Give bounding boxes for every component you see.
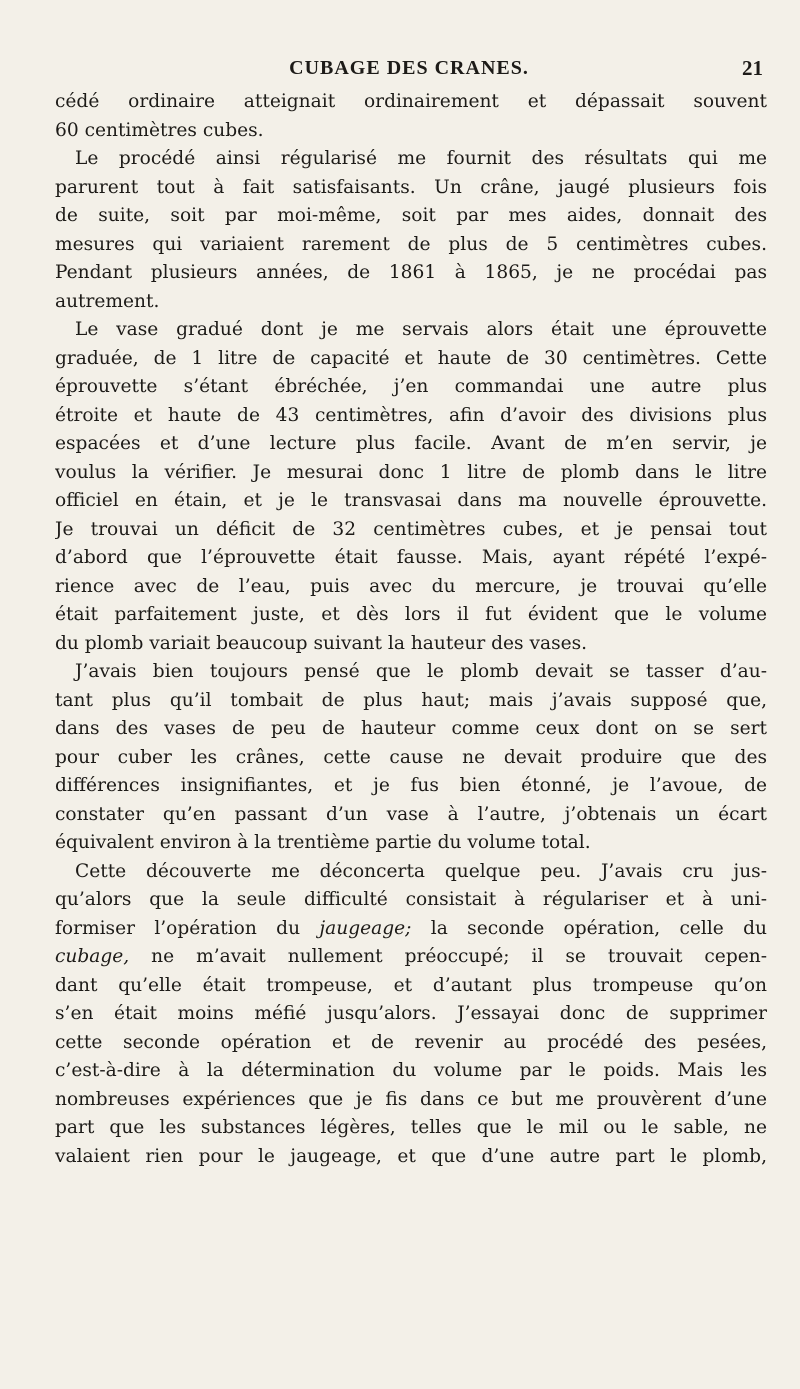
text-line: s’en était moins méfié jusqu’alors. J’essayai donc de supprimer (55, 1003, 767, 1024)
text-line: cédé ordinaire atteignait ordinairement et dépassait souvent (55, 91, 767, 112)
page-number: 21 (742, 56, 763, 80)
text-line: Je trouvai un déficit de 32 centimètres cubes, et je pensai tout (55, 518, 767, 540)
text-line: de suite, soit par moi-même, soit par mes aides, donnait des (55, 205, 767, 226)
text-segment: la seconde opération, celle du (430, 917, 767, 939)
text-line: rience avec de l’eau, puis avec du mercure, je trouvai qu’elle (55, 575, 767, 597)
text-line: officiel en étain, et je le transvasai dans ma nouvelle éprouvette. (55, 490, 767, 511)
text-line: part que les substances légères, telles que le mil ou le sable, ne (55, 1117, 767, 1138)
body-text (55, 88, 767, 1171)
text-line: Cette découverte me déconcerta quelque peu. J’avais cru jus- (75, 860, 767, 882)
text-line: d’abord que l’éprouvette était fausse. Mais, ayant répété l’expé- (55, 547, 767, 568)
text-segment: ne m’avait nullement préoccupé; il se trouvait cepen- (151, 946, 767, 967)
text-line: dant qu’elle était trompeuse, et d’autant plus trompeuse qu’on (55, 974, 767, 996)
running-title: CUBAGE DES CRANES. (289, 57, 529, 79)
text-line: équivalent environ à la trentième partie du volume total. (55, 832, 591, 853)
text-line-mixed (55, 943, 767, 972)
text-segment: formiser l’opération du (55, 917, 301, 939)
text-line: voulus la vérifier. Je mesurai donc 1 litre de plomb dans le litre (55, 461, 767, 483)
text-line: constater qu’en passant d’un vase à l’autre, j’obtenais un écart (55, 803, 767, 825)
text-line: pour cuber les crânes, cette cause ne devait produire que des (55, 746, 767, 768)
italic-term-jaugeage: jaugeage; (319, 917, 412, 939)
text-line: graduée, de 1 litre de capacité et haute de 30 centimètres. Cette (55, 347, 767, 369)
text-line: était parfaitement juste, et dès lors il fut évident que le volume (55, 604, 767, 625)
text-line: mesures qui variaient rarement de plus de 5 centimètres cubes. (55, 233, 767, 255)
text-line: étroite et haute de 43 centimètres, afin d’avoir des divisions plus (55, 404, 767, 426)
text-line: Le procédé ainsi régularisé me fournit des résultats qui me (75, 148, 767, 169)
text-line: autrement. (55, 290, 160, 312)
text-line: c’est-à-dire à la détermination du volume par le poids. Mais les (55, 1060, 767, 1081)
text-line: Le vase gradué dont je me servais alors était une éprouvette (75, 319, 767, 340)
text-line: J’avais bien toujours pensé que le plomb devait se tasser d’au- (75, 661, 767, 682)
italic-term-cubage: cubage, (55, 946, 130, 967)
text-line: espacées et d’une lecture plus facile. Avant de m’en servir, je (55, 433, 767, 454)
text-line: cette seconde opération et de revenir au procédé des pesées, (55, 1031, 767, 1053)
text-line: éprouvette s’étant ébréchée, j’en commandai une autre plus (55, 376, 767, 397)
text-line: qu’alors que la seule difficulté consistait à régulariser et à uni- (55, 889, 767, 910)
text-line: 60 centimètres cubes. (55, 119, 264, 141)
text-line: dans des vases de peu de hauteur comme ceux dont on se sert (55, 718, 767, 739)
text-line: parurent tout à fait satisfaisants. Un crâne, jaugé plusieurs fois (55, 176, 767, 198)
text-line: valaient rien pour le jaugeage, et que d’une autre part le plomb, (55, 1145, 767, 1167)
text-line: nombreuses expériences que je fis dans ce but me prouvèrent d’une (55, 1088, 767, 1110)
text-line: différences insignifiantes, et je fus bien étonné, je l’avoue, de (55, 775, 767, 796)
text-line: du plomb variait beaucoup suivant la hauteur des vases. (55, 632, 588, 654)
text-line: Pendant plusieurs années, de 1861 à 1865, je ne procédai pas (55, 262, 767, 283)
text-line: tant plus qu’il tombait de plus haut; mais j’avais supposé que, (55, 689, 767, 711)
running-header (55, 52, 763, 84)
text-line-mixed (55, 915, 767, 944)
